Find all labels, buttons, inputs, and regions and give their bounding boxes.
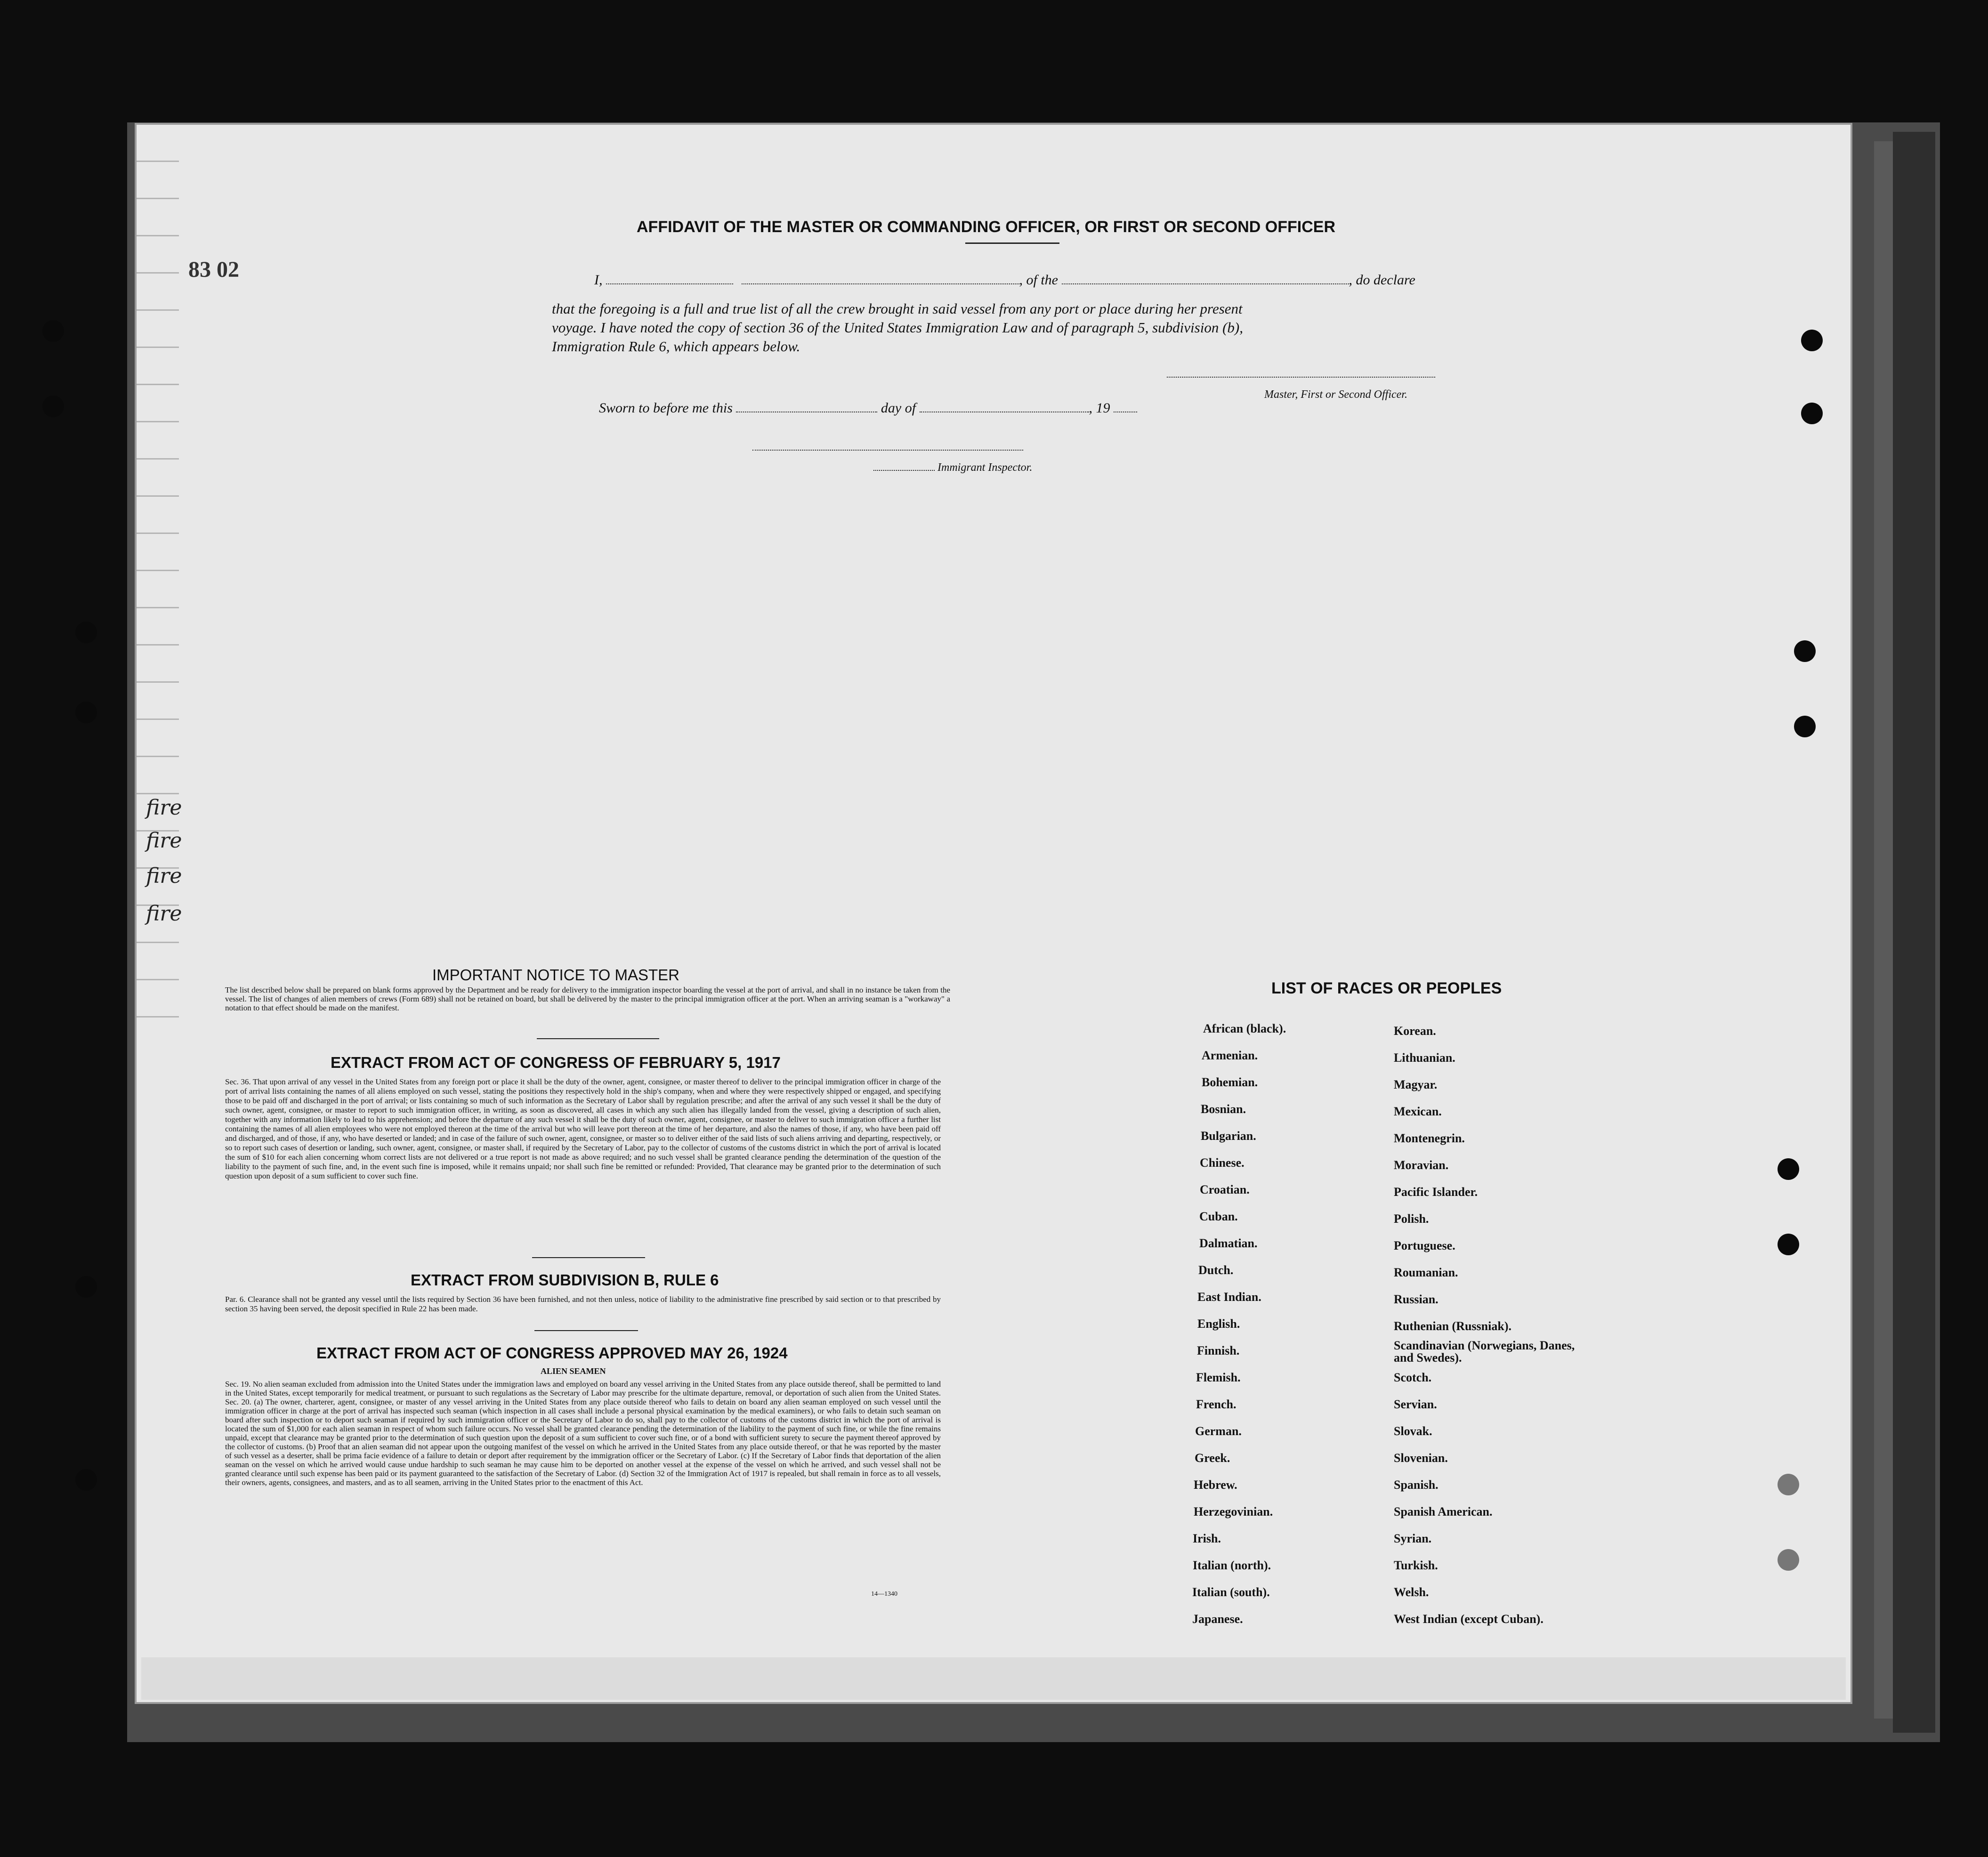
race-item: Chinese.: [1200, 1156, 1245, 1170]
race-item: Finnish.: [1197, 1344, 1240, 1357]
race-item: Korean.: [1394, 1024, 1436, 1038]
race-item: Montenegrin.: [1394, 1131, 1465, 1145]
race-item: French.: [1196, 1397, 1236, 1411]
race-item: Slovenian.: [1394, 1451, 1448, 1465]
race-item: German.: [1195, 1424, 1242, 1438]
extract-1917-title: EXTRACT FROM ACT OF CONGRESS OF FEBRUARY 5, 1917: [331, 1054, 781, 1071]
affidavit-body-1: that the foregoing is a full and true list of all the crew brought in said vessel from any port or place during her present: [552, 300, 1243, 317]
race-item: Syrian.: [1394, 1532, 1432, 1545]
sworn-label: Sworn to before me this: [599, 400, 733, 416]
affidavit-body-2: voyage. I have noted the copy of section 36 of the United States Immigration Law and of paragraph 5, subdivision (b),: [552, 319, 1243, 336]
inspector-signature-line[interactable]: [752, 450, 1023, 451]
race-item: English.: [1197, 1317, 1240, 1331]
punch-hole: [1794, 716, 1816, 737]
race-item: Moravian.: [1394, 1158, 1449, 1172]
punch-hole: [1778, 1474, 1799, 1495]
race-item: Roumanian.: [1394, 1266, 1458, 1279]
i-label: I,: [594, 272, 603, 288]
extract-rule: [534, 1330, 638, 1331]
race-item: Bosnian.: [1201, 1102, 1246, 1116]
day-of-label: day of: [881, 400, 916, 416]
affidavit-body-3: Immigration Rule 6, which appears below.: [552, 338, 800, 355]
inspector-field[interactable]: [873, 470, 935, 471]
affidavit-line-1: [594, 272, 1415, 288]
notice-rule: [537, 1038, 659, 1039]
punch-hole: [1778, 1158, 1799, 1180]
race-item: Polish.: [1394, 1212, 1429, 1226]
affidavit-title: AFFIDAVIT OF THE MASTER OR COMMANDING OFFICER, OR FIRST OR SECOND OFFICER: [637, 218, 1335, 236]
extract-1924-text: Sec. 19. No alien seaman excluded from admission into the United States under the immigration laws and employed on board any vessel arriving in the United States from any place outside thereof, shall be permitted to land in the United States, except temporarily for medical treatment, or pursuant to such regulations as the Secretary of Labor may prescribe for the ultimate departure, removal, or deportation of such alien from the United States. Sec. 20. (a) The owner, charterer, agent, consignee, or master of any vessel arriving in the United States from any place outside thereof who fails to detain on board any alien seaman employed on such vessel until the immigration officer in charge at the port of arrival has inspected such seaman (which inspection in all cases shall include a personal physical examination by the medical examiners), or who fails to detain such seaman on board after such inspection or to deport such seaman if required by such immigration officer or the Secretary of Labor to do so, shall pay to the collector of customs of the customs district in which the port of arrival is located the sum of $1,000 for each alien seaman in respect of whom such failure occurs. No vessel shall be granted clearance pending the determination of the liability to the payment of such fine, or while the fine remains unpaid, except that clearance may be granted prior to the determination of such question upon the deposit of a sum sufficient to cover such fine, or of a bond with sufficient surety to secure the payment thereof approved by the collector of customs. (b) Proof that an alien seaman did not appear upon the outgoing manifest of the vessel on which he arrived in the United States from any place outside thereof, or that he was reported by the master of such vessel as a deserter, shall be prima facie evidence of a failure to detain or deport after requirement by the immigration officer or the Secretary of Labor. (c) If the Secretary of Labor finds that deportation of the alien seaman on the vessel on which he arrived would cause undue hardship to such seaman he may cause him to be deported on another vessel at the expense of the vessel on which he arrived, and such vessel shall not be granted clearance until such expense has been paid or its payment guaranteed to the satisfaction of the Secretary of Labor. (d) Section 32 of the Immigration Act of 1917 is repealed, but shall remain in force as to all vessels, their owners, agents, consignees, and masters, and as to all seamen, arriving in the United States prior to the enactment of this Act.: [225, 1380, 941, 1487]
punch-hole: [75, 1469, 97, 1491]
page-number-marks: 83 02: [188, 257, 239, 282]
race-item: Portuguese.: [1394, 1239, 1455, 1252]
extract-rule6-text: Par. 6. Clearance shall not be granted any vessel until the lists required by Section 36 have been furnished, and not then unless, notice of liability to the administrative fine prescribed by said section or to that prescribed by section 35 having been served, the deposit specified in Rule 22 has been made.: [225, 1295, 941, 1313]
punch-hole: [75, 702, 97, 723]
handwritten-mark: fire: [146, 829, 182, 853]
race-item: Slovak.: [1394, 1424, 1432, 1438]
race-item: Turkish.: [1394, 1558, 1438, 1572]
name-field-2[interactable]: [742, 283, 1019, 284]
race-item: Scandinavian (Norwegians, Danes, and Swedes).: [1394, 1339, 1575, 1364]
punch-hole: [42, 320, 64, 342]
race-item: Italian (north).: [1193, 1558, 1271, 1572]
race-item: East Indian.: [1197, 1290, 1261, 1304]
race-item: African (black).: [1203, 1022, 1286, 1035]
punch-hole: [1778, 1549, 1799, 1571]
extract-rule: [532, 1257, 645, 1258]
race-item: Russian.: [1394, 1292, 1438, 1306]
race-item: Pacific Islander.: [1394, 1185, 1478, 1199]
race-item: Magyar.: [1394, 1078, 1438, 1091]
year-label: , 19: [1089, 400, 1110, 416]
race-item: Mexican.: [1394, 1105, 1442, 1118]
of-the-label: , of the: [1019, 272, 1058, 288]
master-signature-line[interactable]: [1167, 377, 1435, 378]
vessel-field[interactable]: [1062, 283, 1349, 284]
punch-hole: [75, 1276, 97, 1298]
name-field[interactable]: [606, 283, 733, 284]
race-item: Flemish.: [1196, 1371, 1241, 1384]
extract-1924-subtitle: ALIEN SEAMEN: [541, 1366, 606, 1376]
race-item: Armenian.: [1202, 1049, 1258, 1062]
race-item: Servian.: [1394, 1397, 1437, 1411]
race-item: Hebrew.: [1194, 1478, 1237, 1492]
race-item: Italian (south).: [1192, 1585, 1270, 1599]
punch-hole: [1778, 1234, 1799, 1255]
race-item: Dalmatian.: [1199, 1236, 1258, 1250]
handwritten-mark: fire: [146, 902, 182, 926]
race-item: Croatian.: [1200, 1183, 1250, 1196]
race-item: Irish.: [1193, 1532, 1221, 1545]
page-bottom-edge: [141, 1657, 1846, 1700]
notice-text: The list described below shall be prepared on blank forms approved by the Department and be ready for delivery to the immigration inspector boarding the vessel at the port of arrival, and shall in no instance be taken from the vessel. The list of changes of alien members of crews (Form 689) shall not be retained on board, but shall be delivered by the master to the principal immigration officer at the port. When an arriving seaman is a "workaway" a notation to that effect should be made on the manifest.: [225, 985, 950, 1012]
race-item: Bulgarian.: [1201, 1129, 1256, 1143]
extract-1924-title: EXTRACT FROM ACT OF CONGRESS APPROVED MAY 26, 1924: [316, 1344, 788, 1362]
race-item: Scotch.: [1394, 1371, 1432, 1384]
inspector-label: [873, 461, 1032, 474]
punch-hole: [1801, 403, 1823, 424]
race-item: Welsh.: [1394, 1585, 1429, 1599]
race-item: Greek.: [1195, 1451, 1230, 1465]
handwritten-mark: fire: [146, 864, 182, 888]
notice-title: IMPORTANT NOTICE TO MASTER: [432, 966, 680, 984]
race-item: Herzegovinian.: [1194, 1505, 1273, 1518]
race-item: Ruthenian (Russniak).: [1394, 1319, 1511, 1333]
race-item: Cuban.: [1199, 1210, 1238, 1223]
punch-hole: [1794, 640, 1816, 662]
race-item: Spanish.: [1394, 1478, 1438, 1492]
sworn-line: [599, 400, 1137, 416]
races-title: LIST OF RACES OR PEOPLES: [1271, 979, 1502, 997]
form-number: 14—1340: [871, 1591, 897, 1598]
binder-spine: [1893, 132, 1935, 1733]
master-signature-label: Master, First or Second Officer.: [1264, 388, 1407, 401]
race-item: Bohemian.: [1202, 1075, 1258, 1089]
title-rule: [965, 242, 1059, 244]
race-item: Japanese.: [1192, 1612, 1243, 1626]
extract-rule6-title: EXTRACT FROM SUBDIVISION B, RULE 6: [411, 1271, 719, 1289]
handwritten-mark: fire: [146, 796, 182, 820]
extract-1917-text: Sec. 36. That upon arrival of any vessel in the United States from any foreign port or place it shall be the duty of the owner, agent, consignee, or master thereof to deliver to the principal immigration officer in charge of the port of arrival lists containing the names of all aliens employed on such vessel, stating the positions they respectively hold in the ship's company, when and where they were respectively shipped or engaged, and specifying those to be paid off and discharged in the port of arrival; or lists containing so much of such information as the Secretary of Labor shall by regulation prescribe; and after the arrival of any such vessel it shall be the duty of such owner, agent, consignee, or master to report to such immigration officer, in writing, as soon as discovered, all cases in which any such alien has illegally landed from the vessel, giving a description of such alien, together with any information likely to lead to his apprehension; and before the departure of any such vessel it shall be the duty of such owner, agent, consignee, or master to deliver to such immigration officer a further list containing the names of all alien employees who were not employed thereon at the time of the arrival but who will leave port thereon at the time of her departure, and also the names of those, if any, who have been paid off and discharged, and of those, if any, who have deserted or landed; and in case of the failure of such owner, agent, consignee, or master so to deliver either of the said lists of such aliens arriving and departing, respectively, or so to report such cases of desertion or landing, such owner, agent, consignee, or master shall, if required by the Secretary of Labor, pay to the collector of customs of the customs district in which the port of arrival is located the sum of $10 for each alien concerning whom correct lists are not delivered or a true report is not made as above required; and no such vessel shall be granted clearance pending the determination of the question of the liability to the payment of such fine, and, in the event such fine is imposed, while it remains unpaid; nor shall such fine be remitted or refunded: Provided, That clearance may be granted prior to the determination of such question upon deposit of a sum sufficient to cover such fine.: [225, 1077, 941, 1180]
race-item: West Indian (except Cuban).: [1394, 1612, 1544, 1626]
declare-label: , do declare: [1349, 272, 1415, 288]
punch-hole: [75, 622, 97, 643]
punch-hole: [1801, 330, 1823, 351]
race-item: Lithuanian.: [1394, 1051, 1455, 1065]
race-item: Spanish American.: [1394, 1505, 1493, 1518]
punch-hole: [42, 396, 64, 417]
inspector-label-text: Immigrant Inspector.: [937, 461, 1033, 474]
race-item: Dutch.: [1198, 1263, 1234, 1277]
